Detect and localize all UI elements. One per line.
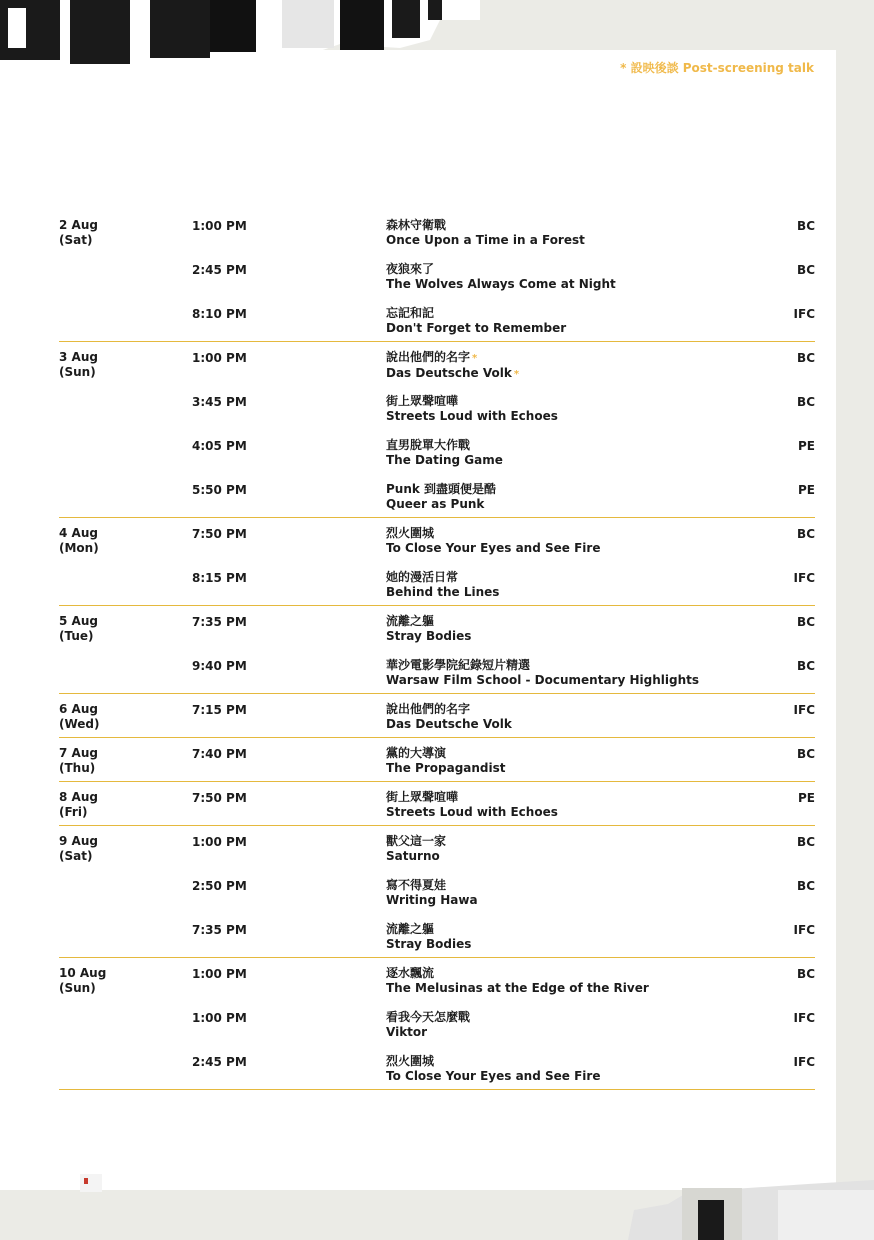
film-title-zh-line	[386, 394, 558, 409]
screening-venue: BC	[797, 395, 815, 409]
film-title	[386, 570, 499, 600]
screening-venue: IFC	[793, 703, 815, 717]
screening-venue: BC	[797, 263, 815, 277]
screening-time: 1:00 PM	[192, 351, 247, 365]
day-date-label: 2 Aug	[59, 218, 98, 232]
screening-row	[59, 746, 815, 781]
screening-venue: BC	[797, 747, 815, 761]
film-title	[386, 702, 512, 732]
day-weekday-label: (Fri)	[59, 805, 88, 819]
film-title-zh: 夜狼來了	[386, 262, 435, 276]
day-weekday-label: (Mon)	[59, 541, 99, 555]
film-title-zh-line	[386, 658, 699, 673]
screening-time: 4:05 PM	[192, 439, 247, 453]
film-title-zh-line	[386, 1010, 470, 1025]
screening-venue: IFC	[793, 1055, 815, 1069]
screening-time: 7:50 PM	[192, 527, 247, 541]
film-title-zh-line	[386, 790, 558, 805]
film-title-en-line	[386, 541, 600, 556]
film-title-zh-line	[386, 570, 499, 585]
screening-time: 2:45 PM	[192, 1055, 247, 1069]
schedule-day	[59, 826, 815, 958]
film-title-zh-line	[386, 1054, 600, 1069]
collage-decoration-bottom-right	[628, 1180, 874, 1240]
screening-time: 9:40 PM	[192, 659, 247, 673]
film-title-en-line	[386, 497, 496, 512]
screening-time: 2:45 PM	[192, 263, 247, 277]
screening-row	[59, 570, 815, 605]
day-date-label: 5 Aug	[59, 614, 98, 628]
film-title	[386, 966, 649, 996]
film-title-zh-line	[386, 702, 512, 717]
day-date-label: 7 Aug	[59, 746, 98, 760]
film-title-zh: 她的漫活日常	[386, 570, 459, 584]
schedule-table	[59, 210, 815, 1090]
schedule-day	[59, 342, 815, 518]
film-title-en: Streets Loud with Echoes	[386, 409, 558, 423]
schedule-day	[59, 210, 815, 342]
film-title-en-line	[386, 937, 471, 952]
film-title-en: To Close Your Eyes and See Fire	[386, 541, 601, 555]
screening-venue: PE	[798, 791, 815, 805]
day-weekday-label: (Tue)	[59, 629, 94, 643]
film-title	[386, 746, 506, 776]
screening-venue: BC	[797, 351, 815, 365]
film-title-en: The Wolves Always Come at Night	[386, 277, 616, 291]
film-title-en-line	[386, 277, 616, 292]
film-title-zh: 獸父這一家	[386, 834, 447, 848]
screening-row	[59, 1054, 815, 1089]
schedule-day	[59, 958, 815, 1090]
screening-time: 1:00 PM	[192, 967, 247, 981]
film-title	[386, 350, 519, 382]
screening-venue: BC	[797, 659, 815, 673]
day-date-label: 4 Aug	[59, 526, 98, 540]
film-title-en: Don't Forget to Remember	[386, 321, 567, 335]
film-title-en: Saturno	[386, 849, 440, 863]
film-title-zh-line	[386, 218, 585, 233]
film-title-en: Das Deutsche Volk	[386, 366, 512, 380]
screening-time: 5:50 PM	[192, 483, 247, 497]
screening-time: 1:00 PM	[192, 835, 247, 849]
day-weekday-label: (Sat)	[59, 849, 93, 863]
screening-time: 7:35 PM	[192, 615, 247, 629]
screening-row	[59, 218, 815, 262]
film-title-en: The Propagandist	[386, 761, 506, 775]
film-title-zh-line	[386, 614, 471, 629]
film-title	[386, 878, 478, 908]
film-title-zh: 黨的大導演	[386, 746, 447, 760]
film-title-en-line	[386, 585, 499, 600]
film-title-zh: 流離之軀	[386, 922, 435, 936]
film-title-en: Stray Bodies	[386, 937, 472, 951]
film-title-en: The Dating Game	[386, 453, 503, 467]
screening-row	[59, 350, 815, 394]
day-weekday-label: (Sun)	[59, 981, 96, 995]
film-title-en-line	[386, 1069, 600, 1084]
schedule-day	[59, 738, 815, 782]
film-title-zh: 寫不得夏娃	[386, 878, 447, 892]
film-title-en: Queer as Punk	[386, 497, 485, 511]
film-title-zh: 說出他們的名字	[386, 702, 471, 716]
film-title	[386, 262, 616, 292]
day-weekday-label: (Thu)	[59, 761, 96, 775]
film-title-en-line	[386, 409, 558, 424]
screening-venue: BC	[797, 219, 815, 233]
film-title-zh-line	[386, 350, 519, 366]
film-title	[386, 482, 496, 512]
film-title-zh: 直男脫單大作戰	[386, 438, 471, 452]
screening-venue: BC	[797, 967, 815, 981]
film-title-zh-line	[386, 306, 566, 321]
film-title-zh: Punk 到盡頭便是酷	[386, 482, 497, 496]
day-date-label: 3 Aug	[59, 350, 98, 364]
screening-row	[59, 262, 815, 306]
post-screening-talk-marker: *	[472, 353, 478, 364]
schedule-day	[59, 606, 815, 694]
screening-row	[59, 526, 815, 570]
post-screening-talk-marker: *	[513, 369, 520, 380]
screening-row	[59, 306, 815, 341]
screening-row	[59, 658, 815, 693]
film-title	[386, 658, 699, 688]
film-title	[386, 526, 600, 556]
day-weekday-label: (Sat)	[59, 233, 93, 247]
film-title-en-line	[386, 366, 519, 382]
film-title-en: Stray Bodies	[386, 629, 472, 643]
day-date-label: 10 Aug	[59, 966, 107, 980]
screening-venue: IFC	[793, 1011, 815, 1025]
screening-venue: PE	[798, 439, 815, 453]
film-title-zh-line	[386, 526, 600, 541]
film-title	[386, 438, 503, 468]
film-title-zh: 忘記和記	[386, 306, 435, 320]
post-screening-talk-legend: * 設映後談 Post-screening talk	[620, 61, 814, 75]
film-title-zh-line	[386, 878, 478, 893]
film-title-en: To Close Your Eyes and See Fire	[386, 1069, 601, 1083]
screening-row	[59, 878, 815, 922]
film-title	[386, 306, 566, 336]
film-title-zh: 街上眾聲喧嘩	[386, 394, 459, 408]
film-title-en: Das Deutsche Volk	[386, 717, 512, 731]
film-title-en: Viktor	[386, 1025, 428, 1039]
screening-row	[59, 702, 815, 737]
schedule-day	[59, 694, 815, 738]
film-title	[386, 1010, 470, 1040]
film-title-en: Writing Hawa	[386, 893, 478, 907]
film-title-en: Once Upon a Time in a Forest	[386, 233, 585, 247]
day-date-label: 8 Aug	[59, 790, 98, 804]
film-title-en-line	[386, 893, 478, 908]
film-title-zh: 華沙電影學院紀錄短片精選	[386, 658, 531, 672]
screening-time: 7:50 PM	[192, 791, 247, 805]
film-title-en-line	[386, 673, 699, 688]
screening-time: 2:50 PM	[192, 879, 247, 893]
film-title-zh: 看我今天怎麼戰	[386, 1010, 471, 1024]
screening-row	[59, 966, 815, 1010]
film-title-zh: 說出他們的名字	[386, 350, 471, 364]
film-title	[386, 218, 585, 248]
screening-venue: BC	[797, 527, 815, 541]
film-title	[386, 834, 446, 864]
screening-row	[59, 482, 815, 517]
film-title-zh: 烈火圍城	[386, 526, 435, 540]
film-title-zh: 逐水飄流	[386, 966, 435, 980]
film-title-zh-line	[386, 922, 471, 937]
screening-venue: PE	[798, 483, 815, 497]
screening-time: 1:00 PM	[192, 219, 247, 233]
film-title-en-line	[386, 629, 471, 644]
screening-time: 8:15 PM	[192, 571, 247, 585]
film-title	[386, 790, 558, 820]
film-title-en: Behind the Lines	[386, 585, 500, 599]
screening-time: 3:45 PM	[192, 395, 247, 409]
screening-time: 7:15 PM	[192, 703, 247, 717]
screening-time: 8:10 PM	[192, 307, 247, 321]
day-weekday-label: (Sun)	[59, 365, 96, 379]
film-title-zh-line	[386, 966, 649, 981]
film-title	[386, 922, 471, 952]
film-title-zh-line	[386, 262, 616, 277]
film-title-zh-line	[386, 438, 503, 453]
film-title-zh: 烈火圍城	[386, 1054, 435, 1068]
screening-venue: BC	[797, 879, 815, 893]
film-title-en-line	[386, 453, 503, 468]
collage-decoration-bottom-left	[70, 1168, 110, 1198]
film-title-en-line	[386, 1025, 470, 1040]
day-weekday-label: (Wed)	[59, 717, 100, 731]
film-title-zh: 流離之軀	[386, 614, 435, 628]
film-title-en-line	[386, 805, 558, 820]
collage-decoration-top	[0, 0, 480, 72]
screening-row	[59, 614, 815, 658]
screening-time: 7:40 PM	[192, 747, 247, 761]
schedule-day	[59, 782, 815, 826]
screening-venue: BC	[797, 615, 815, 629]
film-title-en-line	[386, 981, 649, 996]
screening-row	[59, 394, 815, 438]
screening-row	[59, 1010, 815, 1054]
film-title	[386, 1054, 600, 1084]
film-title-en: Streets Loud with Echoes	[386, 805, 558, 819]
film-title-zh-line	[386, 482, 496, 497]
film-title-zh: 森林守衛戰	[386, 218, 447, 232]
film-title-zh: 街上眾聲喧嘩	[386, 790, 459, 804]
film-title-en-line	[386, 761, 506, 776]
schedule-day	[59, 518, 815, 606]
film-title-en-line	[386, 717, 512, 732]
screening-row	[59, 834, 815, 878]
screening-time: 1:00 PM	[192, 1011, 247, 1025]
film-title-en-line	[386, 849, 446, 864]
film-title-zh-line	[386, 834, 446, 849]
screening-venue: IFC	[793, 923, 815, 937]
screening-venue: BC	[797, 835, 815, 849]
screening-row	[59, 438, 815, 482]
film-title	[386, 614, 471, 644]
film-title-en-line	[386, 321, 566, 336]
screening-row	[59, 922, 815, 957]
film-title	[386, 394, 558, 424]
day-date-label: 9 Aug	[59, 834, 98, 848]
screening-row	[59, 790, 815, 825]
film-title-zh-line	[386, 746, 506, 761]
screening-venue: IFC	[793, 307, 815, 321]
screening-venue: IFC	[793, 571, 815, 585]
day-date-label: 6 Aug	[59, 702, 98, 716]
film-title-en-line	[386, 233, 585, 248]
screening-time: 7:35 PM	[192, 923, 247, 937]
film-title-en: The Melusinas at the Edge of the River	[386, 981, 649, 995]
film-title-en: Warsaw Film School - Documentary Highlights	[386, 673, 699, 687]
